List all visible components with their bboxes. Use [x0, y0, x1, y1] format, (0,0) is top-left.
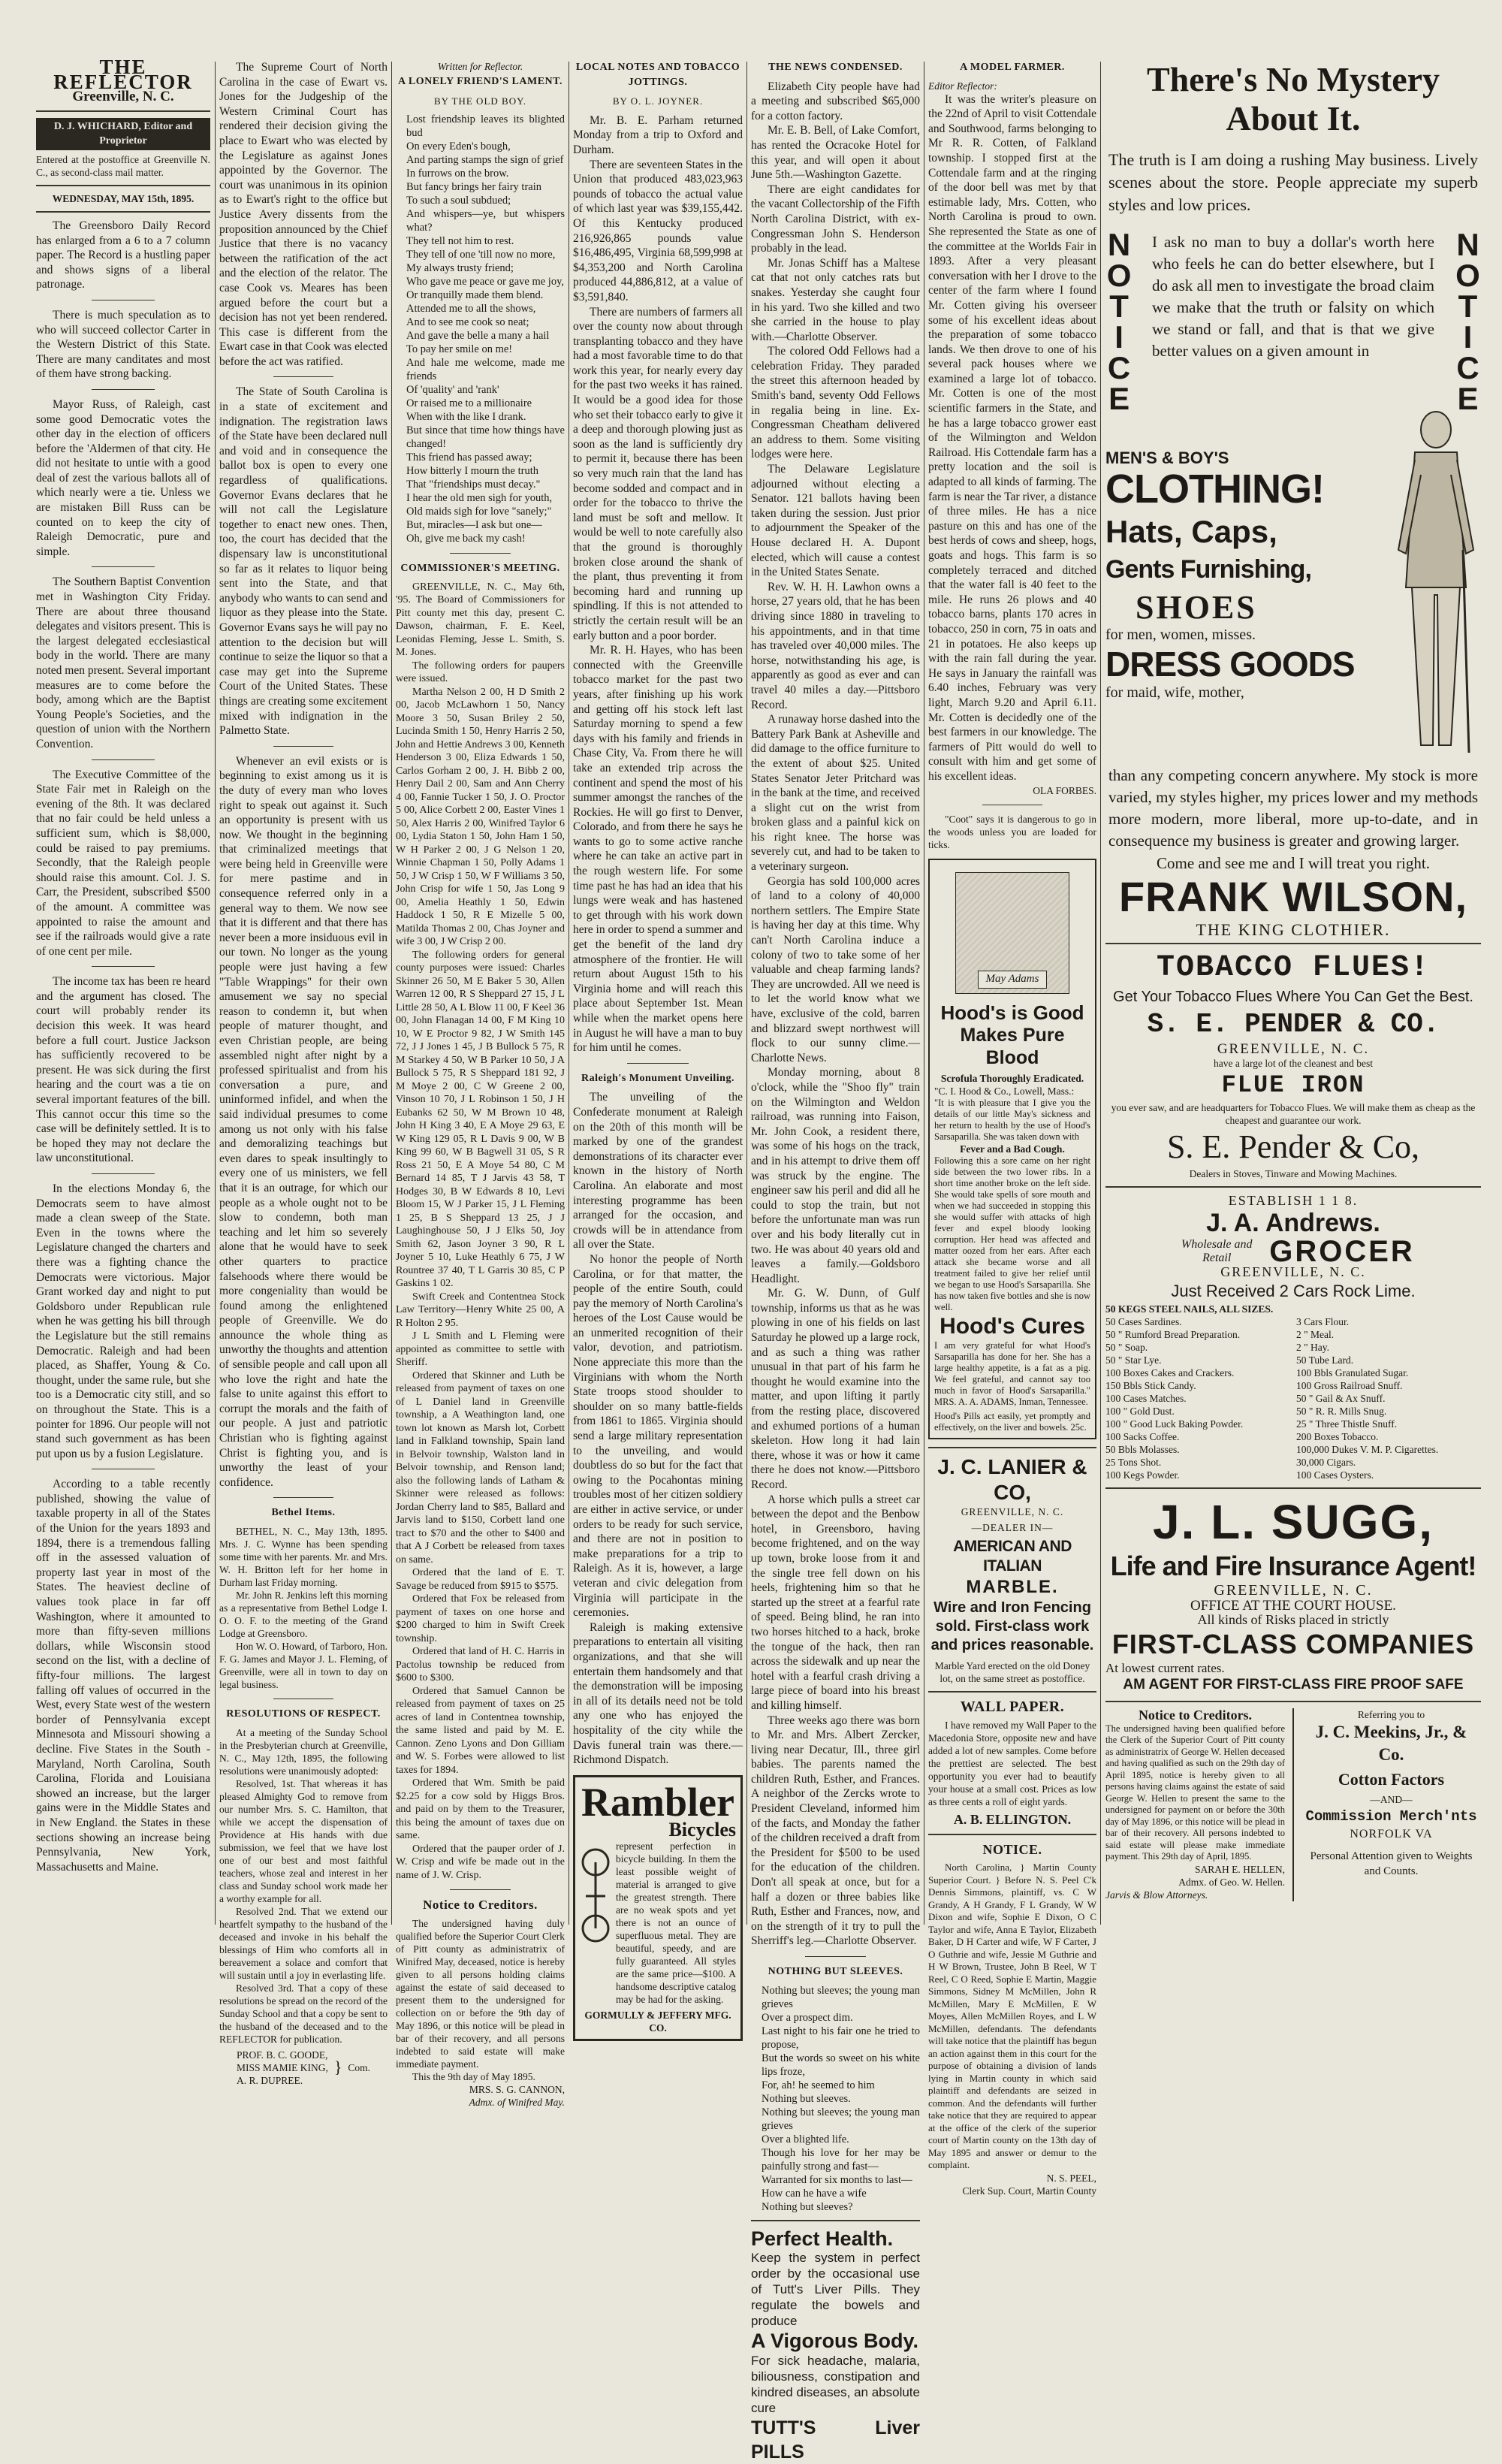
article-paragraph: Whenever an evil exists or is beginning to exist among us it is the duty of every man who loves right to speak out against it. Such an opportunity is present with us now. We thought in the beginning that criminalized meetings that were being held in Greenville were for mere pastime and in consequence referred only in a general way to them. We now see that it is different and that there has never been a more insiduous evil in our town. No longer as the young people were just having a few "Table Wrappings" for their own amusement we say no special reason to condemn it, but when people of maturer thought, and even Christian people, are being assembled night after night by a professed spiritualist and from his conversation a pure, and uninformed infidel, and when the said individual presumes to come among us not only with his false and demoralizing teachings but even dares to speak insultingly to every one of us ministers, we fell that it is an outrage, for which our people as a whole ought not to be slow to condemn, both man teaching and let him so severely alone that he would have to seek other quarters to practice falsehoods where there would be more congeniality than would be found among the enlightened people of Greenville. We do announce the whole thing as unworthy the thoughts and attention of sensible people and call upon all who love the right and hate the false to unite against this effort to corrupt the morals and the faith of our people. A just and patriotic Christian who is fighting against Christ is fighting you, and is unworthy the least of your confidence. [219, 754, 388, 1489]
text-line: But the words so sweet on his white lips froze, [762, 2052, 920, 2078]
article-paragraph: The following orders for general county purposes were issued: Charles Skinner 26 50, M E Baker 5 30, Allen Warren 12 00, R S Sheppard 27 15, J L Little 28 50, A L Blow 11 00, F Keel 36 00, John Flanagan 14 00, F M King 10 10, W E Proctor 9 82, J W Smith 145 72, J J Jones 1 45, J B Bullock 5 75, R M Starkey 4 50, W B Parker 10 50, J A Bullock 5 75, R S Sheppard 181 92, J M Moye 2 00, C W Greene 2 00, Vinson 10 70, J L Robinson 1 50, J H Eubanks 62 50, W M Brown 10 48, John H King 3 40, E A Moye 29 63, E W King 129 05, R L Davis 9 00, W B King 99 60, W B Bagwell 31 05, S R Ross 21 50, E A Moye 54 80, C M Bernard 14 85, T J Jarvis 43 58, T Hodges 30, B W Edwards 8 10, Levi Bloom 15, W J Parker 15, J L Fleming 1 25, B S Sheppard 13 25, J J Laughinghouse 50, J J Elks 50, Joy Smith 62, Jason Joyner 3 90, R L Joyner 5 10, Luke Heathly 6 75, J W Rountree 37 40, T L Garris 30 85, C P Gaskins 1 02. [396, 949, 565, 1290]
tutt-text: Keep the system in perfect order by the occasional use of Tutt's Liver Pills. They regulate the bowels and produce [751, 2250, 920, 2328]
text-line: 50 " Star Lye. [1105, 1354, 1162, 1366]
article-paragraph: Mr. John R. Jenkins left this morning as a representative from Bethel Lodge I. O. O. F. to the meeting of the Grand Lodge at Greensboro. [219, 1590, 388, 1639]
divider [273, 1497, 334, 1498]
text-line: My always trusty friend; [406, 262, 514, 275]
text-line: 100 Kegs Powder. [1105, 1469, 1180, 1481]
article-paragraph: The Supreme Court of North Carolina in the case of Ewart vs. Jones for the Judgeship of the Western Criminal Court has rendered their decision giving the place to Ewart who was elected by the Legislature as against Jones appointed by the Governor. The court was unanimous in its opinion as to Ewart's right to the office but Justice Avery dissents from the proposition announced by the Chief Justice that there is no vacancy between the ratification of the act and the election of the relator. The case Cook vs. Meares has been argued before the court but a decision has not yet been rendered. This case is different from the Ewart case in that Cook was elected before the act was ratified. [219, 61, 388, 368]
insurance-heading: Life and Fire Insurance Agent! [1110, 1550, 1476, 1581]
section-heading: Bethel Items. [271, 1507, 336, 1519]
norfolk: NORFOLK VA [1350, 1828, 1433, 1841]
notice-heading: NOTICE. [982, 1841, 1042, 1857]
column-5 [751, 60, 920, 2464]
mens-label: MEN'S & BOY'S [1105, 448, 1229, 467]
received: Just Received 2 Cars Rock Lime. [1171, 1281, 1416, 1300]
wallpaper-heading: WALL PAPER. [960, 1698, 1065, 1715]
article-paragraph: It was the writer's pleasure on the 22nd of April to visit Cottendale and Southwood, farms belonging to Mr R. R. Cotten, of Falkland township. I stopped first at the Cottendale farm and at the ringing of the door bell was met by that estimable lady, Mrs. Cotten, who North Carolina is proud to own. She represented the State as one of the committee at the Worlds Fair in 1893. After a very pleasant conversation with her I drove to the center of the farm where I found Mr. Cotten giving his overseer some of his excellent ideas about the preparation of some tobacco lands. We then drove to one of his several pack houses where we examined a large lot of tobacco. Mr. Cotten is one of the most scientific farmers in the State, and he has a large tobacco grower east of the Wilmington and Weldon Railroad. His Cottendale farm has a pretty location and the soil is adapted to all kinds of farming. The farm is near the Tar river, a distance of three miles. He has a nice pasture on this and has one of the best herds of cows and sheep, hogs, goats and hogs. This farm is so completely terraced and ditched that the water fall is 40 feet to the mile. He runs 26 plows and 40 tobacco barns, plants 170 acres in tobacco, 250 in corn, 75 in oats and 21 in potatoes. He also keeps up with the rain fall during the year. He says in January the rainfall was 6.40 inches, February was very light, March 9.20 and April 6.11. Mr. Cotten is decidedly one of the best farmers in our knowledge. The farmers of Pitt would do well to consult with him and get some of his excellent ideas. [928, 92, 1096, 783]
divider [273, 746, 334, 747]
divider [36, 211, 210, 213]
text-line: That "friendships must decay." [406, 479, 541, 491]
article-paragraph: "Coot" says it is dangerous to go in the woods unless you are loaded for ticks. [928, 813, 1096, 850]
text-line: Though his love for her may be painfully strong and fast— [762, 2146, 920, 2173]
lanier-name: J. C. LANIER & CO, [937, 1454, 1087, 1504]
poem-byline: BY THE OLD BOY. [433, 95, 527, 107]
sugg-name: J. L. SUGG, [1152, 1494, 1434, 1549]
article-paragraph: The undersigned having duly qualified before the Superior Court Clerk of Pitt county as administratrix of Winifred May, deceased, notice is hereby given to all persons holding claims against the estate of said deceased to present them to the undersigned for collection on or before the 9th day of May 1896, or this notice will be plead in bar of their recovery, and all persons indebted to said estate will make immediate payment. [396, 1917, 565, 2070]
rambler-text: represent perfection in bicycle building. In them the least possible weight of material is arranged to give the greatest strength. There are no weak spots and yet there is not an ounce of superfluous metal. They are beautiful, speedy, and are fully guaranteed. All styles are the same price—$100. A handsome descriptive catalog may be had for the asking. [616, 1840, 736, 2006]
article-paragraph: Mr. E. B. Bell, of Lake Comfort, has rented the Ocracoke Hotel for this year, and will open it about June 5th.—Washington Gazette. [751, 124, 920, 182]
text-line: 100 Cases Oysters. [1296, 1469, 1374, 1481]
article-paragraph: Martha Nelson 2 00, H D Smith 2 00, Jacob McLawhorn 1 50, Nancy Moore 3 50, Susan Briley 2 50, Lucinda Smith 1 50, Henry Harris 2 50, John and Hettie Andrews 3 00, Kenneth Henderson 3 00, Eliza Edwards 1 50, Carlos Gorham 2 00, J. H. Bibb 2 00, Henry Dail 2 00, Sam and Ann Cherry 4 00, Fannie Tucker 1 50, J. O. Proctor 5 00, Alice Corbett 2 00, Easter Vines 1 50, Alex Harris 2 00, Winifred Taylor 6 00, Lydia Staton 1 50, John Ham 1 50, W H Parker 2 00, J G Nelson 1 20, Winnie Chapman 1 50, Polly Adams 1 50, J W Crisp 1 50, W F Williams 3 50, John Crisp for wife 1 50, Jas Long 9 00, Amelia Heathly 1 50, Edwin Haddock 1 50, R E Mizelle 5 00, Matilda Thomas 2 00, Chas Joyner and wife 3 00, J W Crisp 2 00. [396, 686, 565, 948]
signature: Clerk Sup. Court, Martin County [962, 2185, 1096, 2197]
text-line: 100 Bbls Granulated Sugar. [1296, 1366, 1409, 1378]
committee-tag: Com. [348, 2061, 371, 2073]
sugg-risks: All kinds of Risks placed in strictly [1197, 1612, 1389, 1628]
article-paragraph: BETHEL, N. C., May 13th, 1895. Mrs. J. C. Wynne has been spending some time with her parents. Mr. and Mrs. W. H. Britton left for her home in Durham last Friday morning. [219, 1526, 388, 1588]
text-line: 3 Cars Flour. [1296, 1315, 1350, 1327]
committee-signature: PROF. B. C. GOODE, MISS MAMIE KING, A. R. DUPREE. } Com. [236, 2049, 371, 2086]
gentleman-illustration [1391, 400, 1481, 760]
cotton-factors: Cotton Factors [1338, 1770, 1445, 1789]
store-intro: The truth is I am doing a rushing May business. Lively scenes about the store. People appreciate my superb styles and low prices. [1108, 150, 1478, 214]
section-heading: LOCAL NOTES AND TOBACCO JOTTINGS. [575, 62, 740, 88]
section-heading: COMMISSIONER'S MEETING. [400, 563, 560, 575]
hats-label: Hats, Caps, [1105, 513, 1277, 549]
committee-member: PROF. B. C. GOODE, [236, 2049, 328, 2061]
column-6 [928, 60, 1096, 2197]
dress-for: for maid, wife, mother, [1105, 684, 1244, 702]
commissioners-body [396, 581, 565, 1883]
article-paragraph: A horse which pulls a street car between the depot and the Benbow hotel, in Greensboro, having become frightened, and on the way up town, broke loose from it and the single tree fell down on his heels, frightening him so that he started up the street at a fearful rate of speed. Being blind, he ran into two horses hitched to a hack, broke the tongue of the hack, then ran across the sidewalk and up near the hotel with a fearful crash driving a large piece of board into his breast and killing himself. [751, 1493, 920, 1712]
firstclass: FIRST-CLASS COMPANIES [1111, 1628, 1475, 1659]
poem-body [396, 113, 565, 545]
personal-attention: Personal Attention given to Weights and Counts. [1310, 1850, 1473, 1877]
article-paragraph: Mayor Russ, of Raleigh, cast some good Democratic votes the other day in the election of officers before the 'Aldermen of that city. He did not hesitate to untie with a good deal of zest the various ballots all of which nearly were a tie. Unless we are mistaken Bill Russ can be counted on to keep the city of Raleigh Democratic, pure and simple. [36, 397, 210, 558]
article-paragraph: Ordered that the land of E. T. Savage be reduced from $915 to $575. [396, 1567, 565, 1592]
mystery-heading: There's No Mystery [1146, 60, 1440, 98]
column-rule [215, 62, 216, 1925]
article-paragraph: J L Smith and L Fleming were appointed as committee to settle with Sheriff. [396, 1330, 565, 1369]
text-line: This friend has passed away; [406, 451, 532, 464]
masthead-entered: Entered at the postoffice at Greenville N. C., as second-class mail matter. [36, 153, 210, 178]
divider [450, 553, 511, 554]
store-closing: than any competing concern anywhere. My stock is more varied, my styles higher, my prices lower and my methods more modern, more liberal, more up-to-date, and in consequence my business is greater and growing larger. [1108, 766, 1478, 850]
grocer-label: GROCER [1269, 1234, 1415, 1268]
divider [36, 110, 210, 112]
divider [1105, 1701, 1481, 1702]
text-line: Attended me to all the shows, [406, 303, 536, 316]
text-line: Over a prospect dim. [762, 2011, 853, 2024]
masthead-place: Greenville, N. C. [72, 89, 174, 105]
article-paragraph: Ordered that land of H. C. Harris in Pactolus township be reduced from $600 to $300. [396, 1646, 565, 1684]
masthead-date: WEDNESDAY, MAY 15th, 1895. [52, 192, 195, 204]
article-paragraph: There are eight candidates for the vacant Collectorship of the Fifth North Carolina District, with ex-Congressman John S. Henderson probably in the lead. [751, 183, 920, 255]
article-paragraph: Raleigh is making extensive preparations to entertain all visiting organizations, and that she will entertain them handsomely and that the demonstration will be imposing in all of its details need not be told any one who has enjoyed the hospitality of the city while the Davis funeral train was there.—Richmond Dispatch. [573, 1620, 743, 1767]
rambler-title: Rambler [581, 1779, 734, 1825]
text-line: Lost friendship leaves its blighted bud [406, 113, 565, 140]
text-line: To such a soul subdued; [406, 195, 511, 207]
column-4 [573, 60, 743, 2049]
text-line: How can he have a wife [762, 2187, 867, 2200]
hoods-ad [928, 859, 1096, 1439]
pitch-text: I ask no man to buy a dollar's worth here who feels he can do better elsewhere, but I do ask all men to investigate the broad claim we make that the truth or falsity on which we stand or fall, and that is that we give better values on a given amount in [1152, 233, 1434, 360]
article-paragraph: According to a table recently published, showing the value of taxable property in all of the States of the Union for the years 1893 and 1894, there is a tremendous falling off in the assessed valuation of property last year in most of the States. The heaviest decline of values took place in far off Washington, where it amounted to more than fifty-seven millions dollars, while Wisconsin stood second on the list, with a decline of fifty-four millions. The largest falling off values of occurred in the West, every State west of the western border of Pennsylvania except Minnesota and Missouri showing a decline. Five States in the South -Maryland, North Carolina, South Carolina, Florida and Louisiana showed an increase, but the larger gains were in the Middle States and in New England. the States in these sections showing an increase being Pennsylvania, New York, Massachusetts and Maine. [36, 1478, 210, 1874]
lanier-fence: Wire and Iron Fencing sold. First-class work and prices reasonable. [930, 1599, 1094, 1653]
text-line: Nothing but sleeves. [762, 2092, 851, 2105]
signature: SARAH E. HELLEN, [1195, 1863, 1285, 1875]
andrews-name: J. A. Andrews. [1206, 1209, 1380, 1238]
flue-iron: FLUE IRON [1221, 1070, 1365, 1099]
article-paragraph: The colored Odd Fellows had a celebration Friday. They paraded the street this afternoon headed by Smith's band, seventy Odd Fellows in regalia being in line. Ex-Congressman Cheatham delivered an address to them. Some visiting lodges were here. [751, 345, 920, 461]
meekins-ref: Referring you to [1357, 1709, 1425, 1721]
hoods-text: Following this a sore came on her right side between the two lower ribs. In a short time another broke on the left side. She would take spells of sore mouth and when we had succeeded in stopping this she would suffer with attacks of high fever and expel bloody looking corruption. Her head was affected and matter oozed from her ears. After each attack she became worse and all treatment failed to give her relief until we began to use Hood's Sarsaparilla. She has now taken five bottles and she is now well. [934, 1155, 1090, 1312]
article-paragraph: There are seventeen States in the Union that produced 483,023,963 pounds of tobacco the actual value of which last year was $39,155,442. Of this Kentucky produced 216,926,865 pounds value $16,486,495, Virginia 68,599,998 at $4,353,200 and North Carolina produced 44,886,812, at a value of $3,591,840. [573, 158, 743, 303]
section-heading: NOTHING BUT SLEEVES. [768, 1966, 903, 1977]
letter-salutation: Editor Reflector: [928, 80, 997, 92]
rates: At lowest current rates. [1105, 1660, 1225, 1675]
text-line: 100 Boxes Cakes and Crackers. [1105, 1366, 1235, 1378]
article-paragraph: The unveiling of the Confederate monument at Raleigh on the 20th of this month will be marked by one of the grandest demonstrations of its character ever known in the history of North Carolina. An elaborate and most interesting programme has been arranged for the occasion, and crowds will be in attendance from all over the State. [573, 1091, 743, 1252]
notice-vertical: NOTICE [1450, 227, 1485, 412]
divider [1105, 1487, 1481, 1489]
text-line: To pay her smile on me! [406, 343, 513, 356]
text-line: 100 " Good Luck Baking Powder. [1105, 1418, 1244, 1430]
article-paragraph: North Carolina, } Martin County Superior Court. } Before N. S. Peel C'k Dennis Simmons, plaintiff, vs. C W Grandy, A H Grandy, F L Grandy, W W Dixon and wife, Sophie E Dixon, O C Taylor and wife, Anna E Taylor, Elizabeth Baker, D H Carter and wife, W F Carter, J O Guthrie and wife, Jessie M Guthrie and H W Brown, Trustee, John B Reel, W T Reel, C O Reed, Sophie E Martin, Maggie Simmons, Sidney M McMillen, John R McMillen, Mary E McMillen, E W Moyes, Allen McMillen Royes, and L W McMillen, defendants. The defendants will take notice that the plaintiff has begun an action against them in this court for the purpose of obtaining a division of lands lying in Martin county in which said plaintiff and defendants are seized in common. And the defendants will further take notice that they are required to appear at the office of the clerk of the superior court of Martin county on the 13th day of May 1895 and answer or demur to the complaint. [928, 1862, 1096, 2171]
article-paragraph: Mr. Jonas Schiff has a Maltese cat that not only catches rats but snakes. Yesterday she caught four in his yard. Two she killed and two she carried in the house to play with.—Charlotte Observer. [751, 256, 920, 343]
text-line: But fancy brings her fairy train [406, 181, 541, 194]
text-line: 50 " Rumford Bread Preparation. [1105, 1328, 1241, 1340]
section-heading: THE NEWS CONDENSED. [768, 62, 903, 73]
divider [92, 566, 155, 567]
grocer-place: GREENVILLE, N. C. [1220, 1264, 1366, 1280]
attorneys: Jarvis & Blow Attorneys. [1105, 1889, 1208, 1901]
sugg-office: OFFICE AT THE COURT HOUSE. [1190, 1597, 1396, 1614]
divider [273, 376, 334, 377]
article-paragraph: The Southern Baptist Convention met in Washington City Friday. There are about three thousand delegates and visitors present. This is the largest delegated ecclesiastical body in the world. There are many noted men present. Several important measures are to come before the body, among which are the Baptist Young People's Societies, and the question of union with the Northern Convention. [36, 575, 211, 750]
column-2 [219, 60, 388, 2087]
agent: AM AGENT FOR FIRST-CLASS FIRE PROOF SAFE [1123, 1677, 1464, 1693]
committee-member: A. R. DUPREE. [236, 2074, 303, 2086]
article-paragraph: This the 9th day of May 1895. [412, 2070, 535, 2082]
text-line: And hale me welcome, made me friends [406, 357, 565, 383]
text-line: They tell of one 'till now no more, [406, 249, 556, 261]
news-body [751, 80, 920, 1949]
column-rule [1100, 62, 1101, 1925]
rambler-ad [573, 1775, 743, 2042]
article-paragraph: Three weeks ago there was born to Mr. and Mrs. Albert Zercker, living near Decatur, Ill., three girl babies. The parents named the children Ruth, Esther, and Frances. A neighbor of the Zercks wrote to President Cleveland, informed him of the facts, and Monday the father of the children received a draft from the President for $500 to be used for the education of the children. Don't all speak at once, but for a half a dozen or three babies like Ruth, Esther and Frances, now, and on the strength of it try to pull the Sherriff's leg.—Charlotte Observer. [751, 1714, 920, 1948]
divider [1105, 1186, 1481, 1188]
text-line: Or tranquilly made them blend. [406, 289, 544, 302]
article-paragraph: Mr. R. H. Hayes, who has been connected with the Greenville tobacco market for the past two years, after finishing up his work and getting off his stock left last Saturday morning to spend a few days with his family and friends in Chase City, Va. From there he will take an extended trip across the continent and spend the most of his summer amongst the ranches of the Rockies. He will go first to Denver, Colorado, and from there he says he wants to go to some active ranche where he can take an active part in the rough western life. For some time past he has had an idea that his lungs were weak and has hastened to get through with his work down here in order to spend a summer and get the benefit of the land dry atmosphere of the frontier. He will return about August 15th to his Virginia home and will reach this place about September 1st. Mean while when the market opens here in August he will have a man to buy for him until he comes. [573, 644, 743, 1055]
hoods-text: "It is with pleasure that I give you the details of our little May's sickness and her return to health by the use of Hood's Sarsaparilla. She was taken down with [934, 1097, 1090, 1142]
portrait-illustration [955, 872, 1069, 994]
rambler-sub: Bicycles [668, 1818, 736, 1840]
text-line: But since that time how things have changed! [406, 424, 565, 451]
mystery-heading: About It. [1226, 99, 1361, 137]
text-line: And whispers—ye, but whispers what? [406, 208, 565, 234]
article-paragraph: Ordered that Samuel Cannon be released from payment of taxes on 25 acres of land in Contentnea township, the same listed and paid by M. E. Cannon. Zeno Lyons and Don Gilliam and W. S. Forbes were allowed to list taxes for 1894. [396, 1685, 565, 1776]
pender-name: S. E. PENDER & CO. [1147, 1009, 1440, 1040]
poem-body [751, 1984, 920, 2214]
divider [805, 1956, 866, 1957]
kegs: 50 KEGS STEEL NAILS, ALL SIZES. [1105, 1303, 1274, 1315]
masthead-title: THE REFLECTOR [53, 56, 193, 93]
article-paragraph: Elizabeth City people have had a meeting and subscribed $65,000 for a cotton factory. [751, 80, 920, 122]
text-line: 2 " Hay. [1296, 1341, 1330, 1353]
article-paragraph: Mr. B. E. Parham returned Monday from a trip to Oxford and Durham. [573, 113, 743, 156]
gents-label: Gents Furnishing, [1105, 554, 1311, 584]
text-line: 50 " Soap. [1105, 1341, 1148, 1353]
pender-text: you ever saw, and are headquarters for Tobacco Flues. We will make them as cheap as the cheapest and guarantee our work. [1111, 1101, 1476, 1126]
signature: N. S. PEEL, [1046, 2172, 1096, 2184]
grocer-pre: Wholesale and Retail [1181, 1238, 1253, 1265]
text-line: 100 Sacks Coffee. [1105, 1430, 1180, 1442]
text-line: Of 'quality' and 'rank' [406, 384, 499, 397]
text-line: And to see me cook so neat; [406, 316, 529, 329]
text-line: 25 Tons Shot. [1105, 1456, 1162, 1468]
flues-heading: TOBACCO FLUES! [1156, 951, 1431, 986]
store-come: Come and see me and I will treat you right. [1157, 854, 1430, 872]
text-line: Old maids sigh for love "sanely;" [406, 506, 552, 518]
article-paragraph: Ordered that the pauper order of J. W. Crisp and wife be made out in the name of J. W. Crisp. [396, 1843, 565, 1881]
text-line: And parting stamps the sign of grief [406, 154, 564, 167]
hoods-text: Hood's Pills act easily, yet promptly and effectively, on the liver and bowels. 25c. [934, 1410, 1090, 1433]
hoods-text: I am very grateful for what Hood's Sarsaparilla has done for her. She has a large healthy appetite, is a fat as a pig. We feel grateful, and cannot say too much in favor of Hood's Sarsaparilla." MRS. A. A. ADAMS, Inman, Tennessee. [934, 1339, 1090, 1407]
pender-name-2: S. E. Pender & Co, [1166, 1128, 1420, 1165]
hoods-heading: Hood's is Good [940, 1001, 1084, 1024]
tutt-text: For sick headache, malaria, biliousness, constipation and kindred diseases, an absolute cure [751, 2353, 920, 2415]
divider [928, 1691, 1096, 1692]
creditors-text: The undersigned having been qualified before the Clerk of the Superior Court of Pitt county as administratrix of George W. Hellen deceased and having qualified as such on the 29th day of April 1895, notice is hereby given to all persons having claims against the estate of said George W. Hellen to present the same to the undersigned for payment on or before the 30th day of May 1896, or this notice will be plead in bar of their recovery. All persons indebted to said estate will please make immediate payment. This 29th day of April, 1895. [1105, 1723, 1285, 1862]
dress-label: DRESS GOODS [1105, 645, 1355, 684]
article-paragraph: Swift Creek and Contentnea Stock Law Territory—Henry White 25 00, A R Holton 2 95. [396, 1291, 565, 1329]
article-paragraph: Hon W. O. Howard, of Tarboro, Hon. F. G. James and Mayor J. L. Fleming, of Greenville, were all in town to day on legal business. [219, 1641, 388, 1690]
sugg-place: GREENVILLE, N. C. [1214, 1581, 1373, 1599]
lanier-marble: MARBLE. [966, 1576, 1059, 1597]
article-paragraph: Resolved, 1st. That whereas it has pleased Almighty God to remove from our number Mrs. S. C. Hamilton, that while we accept the dispensation of Providence at His hands with due submission, we feel that we have lost one of our best and most faithful teachers, whose zeal and interest in her class and Sunday school work made her a worthy example for all. [219, 1777, 388, 1904]
text-line: Last night to his fair one he tried to propose, [762, 2025, 920, 2051]
column-3 [396, 60, 565, 2109]
column-1 [36, 56, 211, 1874]
lanier-dealer: —DEALER IN— [971, 1521, 1054, 1533]
text-line: 100 " Gold Dust. [1105, 1405, 1175, 1417]
article-paragraph: Georgia has sold 100,000 acres of land to a colony of 40,000 northern settlers. The Empire State is having her day at this time. Why can't North Carolina induce a colony of two to take some of her valuable and cheap farming lands? They are uncrowded. All we need is to let the world know what we have, exclusive of the cold, barren and blizzard swept northwest will flock to our sunny clime.—Charlotte News. [751, 874, 920, 1064]
text-line: 100 Cases Matches. [1105, 1392, 1187, 1404]
text-line: I hear the old men sigh for youth, [406, 492, 553, 505]
text-line: Nothing but sleeves; the young man grieves [762, 2106, 920, 2132]
column-7 [1101, 60, 1485, 1901]
section-heading: Raleigh's Monument Unveiling. [581, 1072, 734, 1084]
wilson-title: THE KING CLOTHIER. [1196, 919, 1391, 939]
established: ESTABLISH 1 1 8. [1228, 1192, 1359, 1208]
article-paragraph: Ordered that Fox be released from payment of taxes on one horse and $200 charged to him in Swift Creek township. [396, 1593, 565, 1644]
article-paragraph: Resolved 2nd. That we extend our heartfelt sympathy to the husband of the deceased and invoke in his behalf the blessings of Him who comforts all in bereavement a solace and comfort that will sustain until a joy in everlasting life. [219, 1905, 388, 1981]
poem-title: A LONELY FRIEND'S LAMENT. [398, 76, 562, 87]
text-line: 2 " Meal. [1296, 1328, 1335, 1340]
article-paragraph: Resolved 3rd. That a copy of these resolutions be spread on the record of the Sunday School and that a copy be sent to the husband of the deceased and to the REFLECTOR for publication. [219, 1982, 388, 2045]
article-paragraph: Monday morning, about 8 o'clock, while the "Shoo fly" train on the Wilmington and Weldon railroad, was running into Faison, Mr. John Cook, a resident there, was some of his hogs on the track, and in his attempt to drive them off was struck by the engine. The engineer saw his peril and did all he could to stop the train, but not before the unfortunate man was run over and his body literally cut in two. He was about 40 years old and leaves a family.—Goldsboro Headlight. [751, 1066, 920, 1285]
clothing-label: CLOTHING! [1105, 466, 1324, 512]
poem-intro: Written for Reflector. [437, 61, 523, 72]
text-line: Over a blighted life. [762, 2133, 849, 2145]
article-paragraph: Rev. W. H. H. Lawhon owns a horse, 27 years old, that he has been driving since 1880 in traveling to his appointments, and in that time has traveled over 40,000 miles. The horse, notwithstanding his age, is apparently as good as ever and can travel 40 miles a day.—Pittsboro Record. [751, 580, 920, 711]
text-line: When with the like I drank. [406, 411, 526, 424]
text-line: 50 " R. R. Mills Snug. [1296, 1405, 1387, 1417]
text-line: 25 " Three Thistle Snuff. [1296, 1418, 1398, 1430]
text-line: Who gave me peace or gave me joy, [406, 276, 565, 288]
divider [450, 1889, 511, 1890]
hoods-subheading: Fever and a Bad Cough. [960, 1143, 1065, 1155]
lanier-yard: Marble Yard erected on the old Doney lot, on the same street as postoffice. [934, 1659, 1090, 1684]
article-paragraph: The State of South Carolina is in a state of excitement and indignation. The registration laws of the State have been declared null and void and in consequence the ballot box is open to every one regardless of qualifications. Governor Evans declares that he will not call the Legislature together to enact new ones. Then, too, the court has decided that the dispensary law is unconstitutional so far as it relates to liquor being sent into the State, and that anybody who wants to can send and liquor as they please into the State. Governor Evans says he will pay no attention to the decision but will continue to seize the liquor so that a case may get into the Supreme Court of the United States. These things are creating some excitement mixed with indignation in the Palmetto State. [219, 385, 388, 738]
divider [92, 966, 155, 967]
text-line: Warranted for six months to last— [762, 2173, 912, 2186]
creditors-heading: Notice to Creditors. [1138, 1708, 1253, 1723]
text-line: 50 Tube Lard. [1296, 1354, 1354, 1366]
article-paragraph: Mr. G. W. Dunn, of Gulf township, informs us that as he was plowing in one of his fields on last Saturday he plowed up a large rock, and as such a thing was rather unusual in that part of his farm he thought he would examine into the matter, and upon lifting it partly from the resting place, discovered and exhumed portions of a human skeleton. How long it had lain there, whose it was or how it came there he does not know.—Pittsboro Record. [751, 1287, 920, 1491]
article-paragraph: The Delaware Legislature adjourned without electing a Senator. 121 ballots having been taken during the session. Just prior to adjournment the Speaker of the House declared H. A. Dupont elected, which will cause a contest in the United States Senate. [751, 463, 920, 579]
hoods-cures: Hood's Cures [940, 1313, 1085, 1339]
text-line: They tell not him to rest. [406, 235, 514, 248]
column-rule [746, 62, 747, 1925]
flues-sub: Get Your Tobacco Flues Where You Can Get the Best. [1113, 989, 1473, 1006]
signature: A. B. ELLINGTON. [953, 1812, 1072, 1828]
pender-place: GREENVILLE, N. C. [1217, 1041, 1370, 1058]
article-paragraph: In the elections Monday 6, the Democrats seem to have almost made a clean sweep of the State. Even in the towns where the Legislature changed the charters and there was a fighting chance the Democrats were victorious. Major Grant worked day and night to put Goldsboro under Republican rule when he was getting his bill through the Legislature but the still remains Democratic. Raleigh and had been placed, as Shaffer, Young & Co. thought, under the same rule, but she too is a Democratic city still, and so on throughout the State. This is a pointer for 1896. Our people will not stand such government as has been put upon us by a fusion Legislature. [36, 1182, 210, 1460]
pitch-block [1101, 227, 1485, 445]
text-line: 30,000 Cigars. [1296, 1456, 1356, 1468]
meekins-name: J. C. Meekins, Jr., & Co. [1315, 1723, 1467, 1765]
wilson-name: FRANK WILSON, [1118, 872, 1468, 920]
article-paragraph: At a meeting of the Sunday School in the Presbyterian church at Greenville, N. C., May 12th, 1895, the following resolutions were unanimously adopted: [219, 1726, 388, 1777]
text-line: 50 Cases Sardines. [1105, 1315, 1182, 1327]
text-line: For, ah! he seemed to him [762, 2079, 875, 2091]
article-paragraph: I have removed my Wall Paper to the Macedonia Store, opposite new and have added a lot of new samples. Come before the prettiest are selected. The best opportunity you ever had to beautify your house at a small cost. Prices as low as three cents a roll of eight yards. [928, 1720, 1096, 1808]
section-heading: A MODEL FARMER. [960, 62, 1065, 73]
divider [92, 1173, 155, 1174]
section-heading: RESOLUTIONS OF RESPECT. [226, 1708, 381, 1720]
and-label: —AND— [1370, 1794, 1413, 1806]
divider [36, 185, 210, 186]
pender-note-2: Dealers in Stoves, Tinware and Mowing Machines. [1189, 1167, 1398, 1179]
section-heading: Notice to Creditors. [423, 1898, 538, 1913]
signature: OLA FORBES. [1033, 784, 1096, 796]
text-line: In furrows on the brow. [406, 168, 509, 180]
signature: Admx. of Geo. W. Hellen. [1178, 1876, 1285, 1888]
text-line: And gave the belle a many a hail [406, 330, 550, 343]
article-paragraph: Ordered that Skinner and Luth be released from payment of taxes on one of L Daniel land in Greenville township, a A Weathington land, one town lot known as Marsh lot, Corbett land in Falkland township, Spain land in Belvoir township, Walston land in Belvoir township, and Renson land; also the following lands of Latham & Skinner were released as follows: Jordan Cherry land to $85, Ballard and Jarvis land to $150, Corbett land one tract to $70 and the other to $400 and that A J Corbett be released from taxes on same. [396, 1369, 565, 1566]
rambler-maker: GORMULLY & JEFFERY MFG. CO. [584, 2010, 731, 2034]
article-paragraph: There are numbers of farmers all over the county now about through transplanting tobacco and they have had a most favorable time to do that work this year, for nearly every day for the past two weeks it has rained. It would be a good idea for those who set their tobacco early to give it a deep and thorough plowing just as soon as the land is sufficiently dry to permit it, because there has been so very much rain that the land has become sodded and compact and in order for the tobacco to thrive the land must be soft and mellow. It would be well to note carefully also that the ground is thoroughly broken close around the shank of the plant, thus preventing it from becoming hard and running up spindling. If this is not attended to strictly the certain result will be an early button and a poor border. [573, 305, 743, 642]
text-line: But, miracles—I ask but one— [406, 519, 542, 532]
divider [627, 1063, 688, 1064]
text-line: 100 Gross Railroad Snuff. [1296, 1379, 1403, 1391]
divider [928, 1834, 1096, 1835]
article-paragraph: The Greensboro Daily Record has enlarged from a 6 to a 7 column paper. The Record is a hustling paper and shows signs of a liberal patronage. [36, 219, 210, 291]
text-line: 50 " Gail & Ax Snuff. [1296, 1392, 1386, 1404]
portrait-caption: May Adams [978, 971, 1048, 989]
notice-vertical: NOTICE [1101, 227, 1137, 412]
article-paragraph: The Executive Committee of the State Fair met in Raleigh on the evening of the 8th. It was declared that no fair could be held unless a sufficient sum, which is $8,000, could be raised to pay premiums. Secondly, that the Raleigh people should raise this amount. Col. J. S. Carr, the President, subscribed $500 of the amount. A committee was appointed to raise the amount and see if the railroads would give a rate of one cent per mile. [36, 768, 210, 958]
article-paragraph: Ordered that Wm. Smith be paid $2.25 for a cow sold by Higgs Bros. and paid on by them to the Treasurer, this being the amount of taxes due on same. [396, 1777, 565, 1842]
stock-list-right [1296, 1315, 1481, 1481]
shoes-label: SHOES [1136, 588, 1257, 626]
divider [92, 389, 155, 390]
tutt-heading: Perfect Health. [751, 2227, 894, 2250]
hoods-subheading: Scrofula Thoroughly Eradicated. [940, 1072, 1084, 1084]
text-line: 100,000 Dukes V. M. P. Cigarettes. [1296, 1443, 1439, 1455]
text-line: Nothing but sleeves? [762, 2200, 853, 2213]
masthead-editor: D. J. WHICHARD, Editor and Proprietor [36, 118, 210, 150]
hoods-heading: Makes Pure Blood [960, 1024, 1065, 1068]
tutt-brand: TUTT'S Liver PILLS [751, 2417, 920, 2462]
divider [928, 1447, 1096, 1448]
text-line: Oh, give me back my cash! [406, 533, 526, 545]
commission: Commission Merch'nts [1305, 1808, 1477, 1825]
committee-member: MISS MAMIE KING, [236, 2061, 328, 2073]
signature: Admx. of Winifred May. [469, 2096, 565, 2108]
divider [1105, 943, 1481, 944]
text-line: Nothing but sleeves; the young man grieves [762, 1984, 920, 2010]
article-paragraph: A runaway horse dashed into the Battery Park Bank at Asheville and did damage to the office furniture to the extent of about $25. United States Senator Jeter Pritchard was in the bank at the time, and received a slight cut on the wrist from broken glass and a painful kick on his right knee. The horse was severely cut, and had to be taken to a veterinary surgeon. [751, 713, 920, 874]
bicycle-icon [580, 1840, 611, 1952]
article-paragraph: The income tax has been re heard and the argument has closed. The court will probably render its decision this week. It was heard before a full court. Justice Jackson has sufficiently recovered to be present. He was sick during the first hearing and the court was a tie on several important features of the bill. This cannot occur this time so the case will be definitely settled. It is to be hoped they may not declare the law unconstitutional. [36, 975, 210, 1165]
text-line: 200 Boxes Tobacco. [1296, 1430, 1379, 1442]
text-line: Or raised me to a millionaire [406, 397, 532, 410]
column-rule [391, 62, 392, 1925]
signature: MRS. S. G. CANNON, [469, 2083, 565, 2095]
divider [92, 759, 155, 760]
text-line: How bitterly I mourn the truth [406, 465, 538, 478]
article-paragraph: No honor the people of North Carolina, or for that matter, the people of the entire South, could pay the memory of North Carolina's heroes of the Lost Cause would be an unmerited recognition of their valor, devotion, and patriotism. None appreciate this more than the Virginians with whom the North State troops stood shoulder to shoulder on so many battle-fields from 1861 to 1865. Virginia should send a large military representation to the unveiling, and would doubtless do so but for the fact that owing to the Pocahontas mining troubles most of her citizen soldiery are either in active service, or under orders to be ready for such service, and there are not in position to make preparations for a trip to Raleigh. As it is, however, a large veteran and civic delegation from Virginia will participate in the ceremonies. [573, 1252, 743, 1620]
text-line: On every Eden's bough, [406, 140, 511, 153]
byline: BY O. L. JOYNER. [612, 95, 704, 107]
tutt-heading: A Vigorous Body. [751, 2329, 919, 2352]
article-paragraph: GREENVILLE, N. C., May 6th, '95. The Board of Commissioners for Pitt county met this day, present C. Dawson, chairman, F. E. Keel, Leonidas Fleming, Jesse L. Smith, S. M. Jones. [396, 581, 565, 659]
stock-list-left [1105, 1315, 1290, 1481]
shoes-for: for men, women, misses. [1105, 626, 1256, 643]
text-line: 50 Bbls Molasses. [1105, 1443, 1180, 1455]
lanier-marble: AMERICAN AND ITALIAN [953, 1537, 1072, 1575]
article-paragraph: The following orders for paupers were issued. [396, 660, 565, 685]
text-line: 150 Bbls Stick Candy. [1105, 1379, 1196, 1391]
lanier-place: GREENVILLE, N. C. [961, 1505, 1064, 1517]
divider [751, 2220, 920, 2221]
article-paragraph: There is much speculation as to who will succeed collector Carter in the Western District of this State. There are many canditates and most of them have strong backing. [36, 308, 210, 381]
hoods-firm: "C. I. Hood & Co., Lowell, Mass.: [934, 1085, 1075, 1097]
pender-note: have a large lot of the cleanest and best [1214, 1057, 1373, 1069]
